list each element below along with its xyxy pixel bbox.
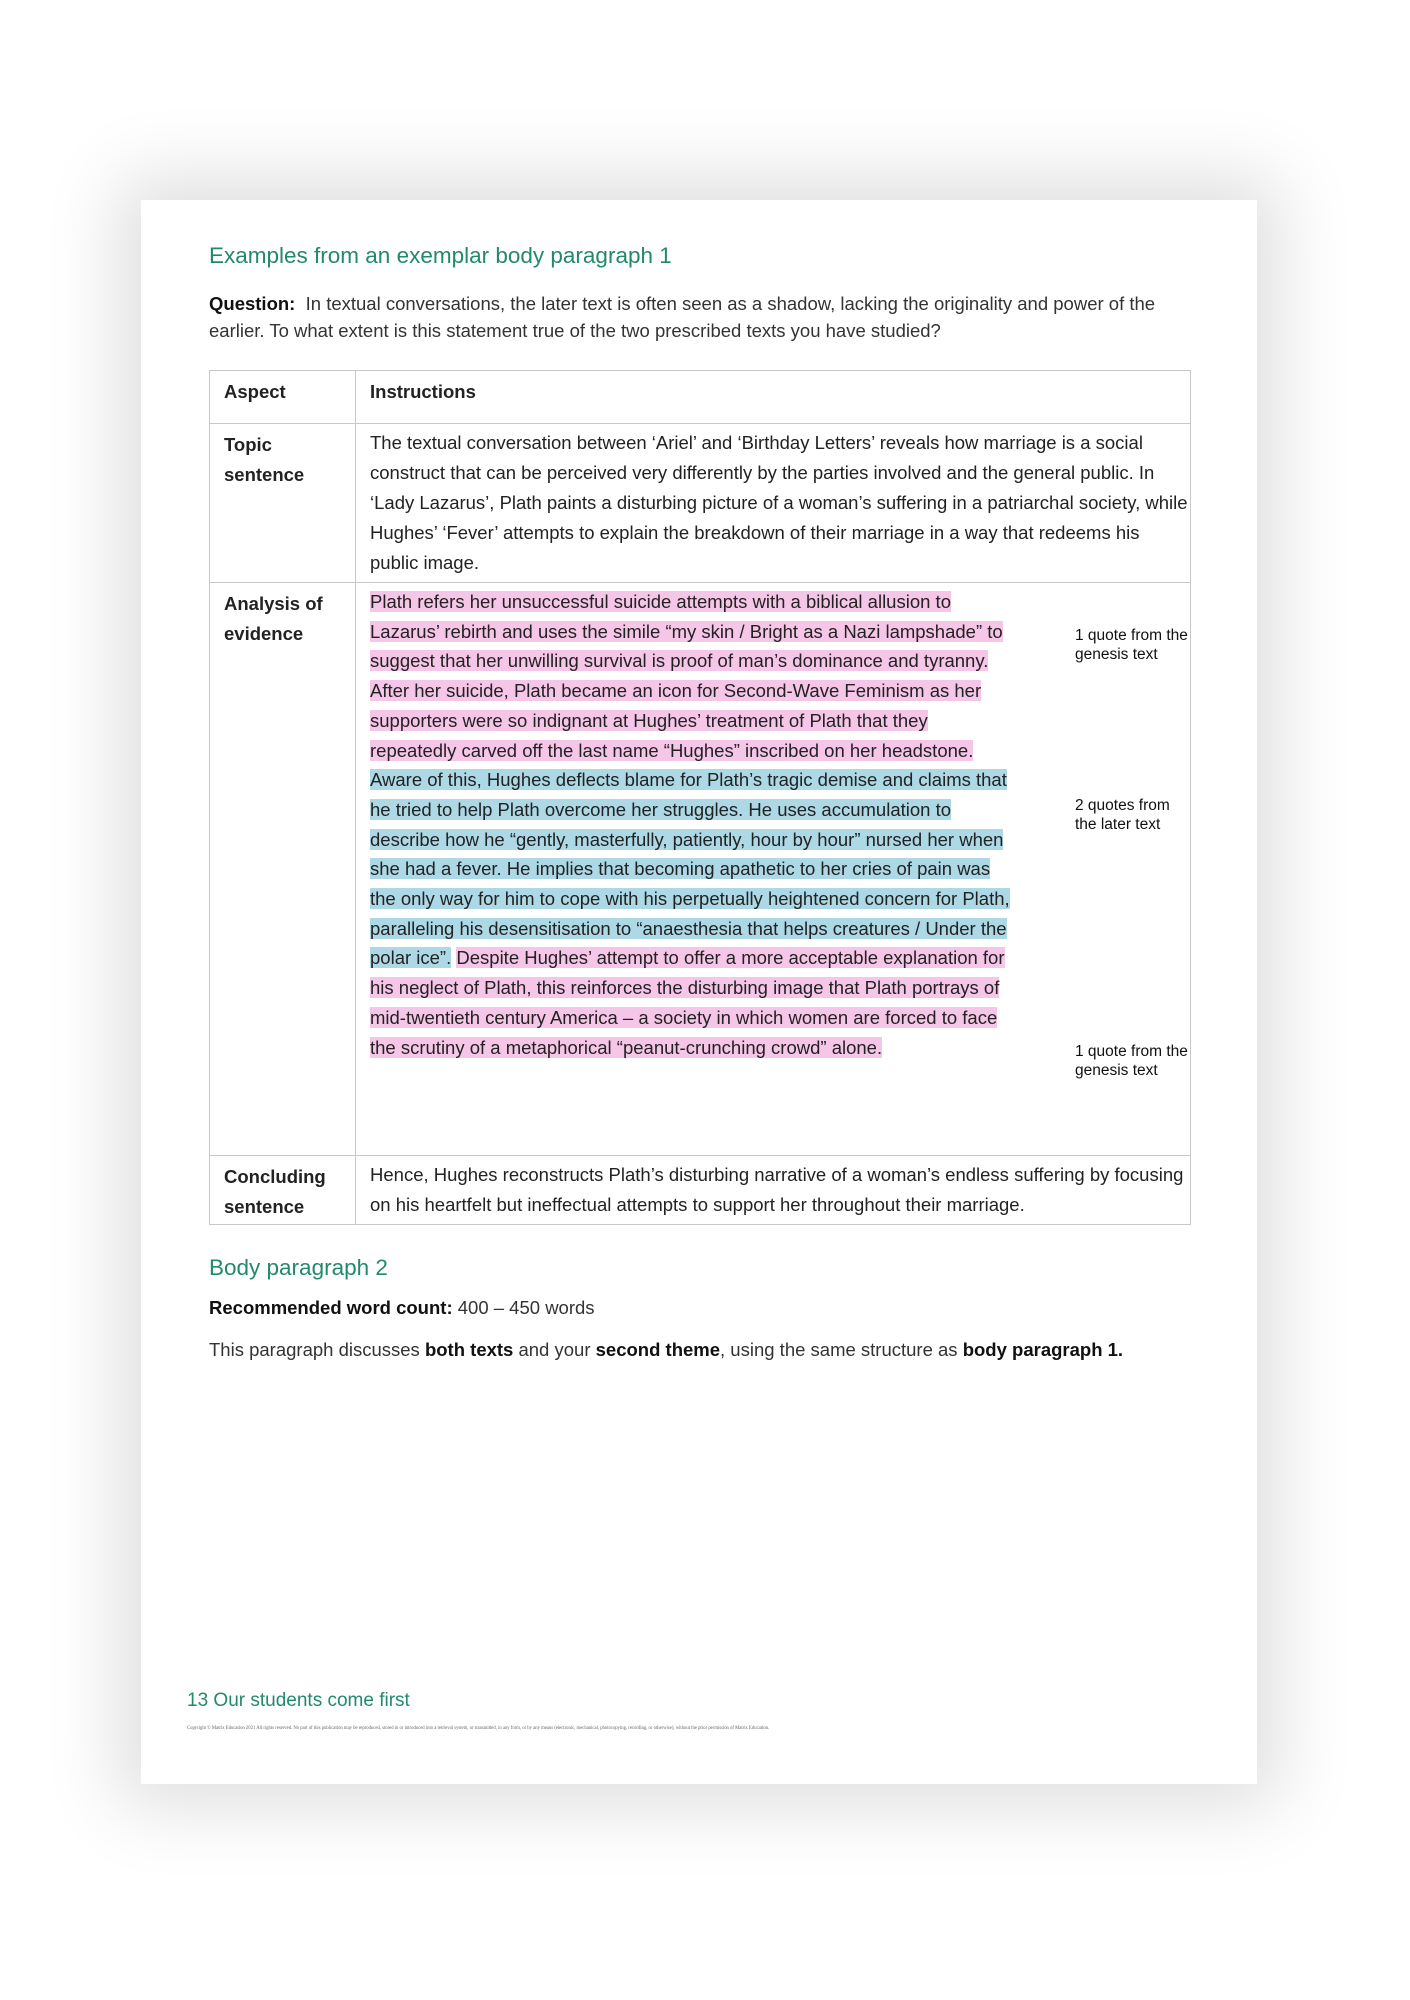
document-page	[141, 200, 1257, 1784]
header-instructions: Instructions	[356, 371, 1191, 424]
question-body: In textual conversations, the later text is often seen as a shadow, lacking the originality and power of the earlier. To what extent is this statement true of the two prescribed texts you have studied?	[209, 293, 1156, 341]
discuss-bold-body-paragraph: body paragraph 1.	[962, 1339, 1124, 1360]
table-row-analysis	[210, 583, 1191, 1156]
recommended-word-count	[209, 1297, 595, 1319]
question-label: Question:	[209, 293, 296, 314]
copyright-notice: Copyright © Matrix Education 2021 All rights reserved. No part of this publication may be reproduced, stored in or introduced into a retrieval system, or transmitted, in any form, or by any means (electronic, mechanical, photocopying, recording, or otherwise), without the prior permission of Matrix Education.	[187, 1726, 770, 1731]
instructions-analysis	[356, 583, 1191, 1156]
section-heading-body-paragraph-2: Body paragraph 2	[209, 1255, 388, 1280]
annotation-quote-genesis-1: 1 quote from the genesis text	[1075, 627, 1188, 663]
analysis-paragraph	[370, 587, 1010, 1062]
highlight-later-text: Aware of this, Hughes deflects blame for Plath’s tragic demise and claims that he tried to help Plath overcome her struggles. He uses accumulation to describe how he “gently, masterfully, patiently, hour by hour” nursed her when she had a fever. He implies that becoming apathetic to her cries of pain was the only way for him to cope with his perpetually heightened concern for Plath, paralleling his desensitisation to “anaesthesia that helps creatures / Under the polar ice”.	[370, 769, 1010, 969]
header-aspect: Aspect	[210, 371, 356, 424]
discuss-text-1: This paragraph discusses	[209, 1339, 420, 1360]
page-number: 13	[187, 1690, 209, 1711]
table-row-topic	[210, 424, 1191, 583]
page-footer	[187, 1690, 410, 1712]
aspect-topic-label: Topic sentence	[224, 434, 305, 485]
instructions-concluding	[356, 1156, 1191, 1225]
aspect-topic-sentence	[210, 424, 356, 583]
discuss-bold-both-texts: both texts	[424, 1339, 514, 1360]
table-header-row	[210, 371, 1191, 424]
footer-tagline: Our students come first	[213, 1690, 410, 1711]
aspect-concluding-label: Concluding sentence	[224, 1166, 326, 1217]
discuss-text-2: and your	[518, 1339, 591, 1360]
instructions-topic	[356, 424, 1191, 583]
highlight-genesis-1: Plath refers her unsuccessful suicide attempts with a biblical allusion to Lazarus’ rebirth and uses the simile “my skin / Bright as a Nazi lampshade” to suggest that her unwilling survival is proof of man’s dominance and tyranny. After her suicide, Plath became an icon for Second-Wave Feminism as her supporters were so indignant at Hughes’ treatment of Plath that they repeatedly carved off the last name “Hughes” inscribed on her headstone.	[370, 591, 1003, 761]
paragraph-description	[209, 1339, 1123, 1361]
annotation-quote-genesis-2: 1 quote from the genesis text	[1075, 1043, 1188, 1079]
annotation-quotes-later: 2 quotes from the later text	[1075, 797, 1170, 833]
aspect-instructions-table	[209, 370, 1191, 1225]
wordcount-value: 400 – 450 words	[457, 1297, 595, 1318]
highlight-genesis-2: Despite Hughes’ attempt to offer a more acceptable explanation for his neglect of Plath, this reinforces the disturbing image that Plath portrays of mid-twentieth century America – a society in which women are forced to face the scrutiny of a metaphorical “peanut-crunching crowd” alone.	[370, 947, 1005, 1058]
aspect-analysis	[210, 583, 356, 1156]
wordcount-label: Recommended word count:	[209, 1297, 453, 1318]
analysis-wrap	[370, 587, 1190, 1151]
section-heading-exemplar: Examples from an exemplar body paragraph 1	[209, 243, 672, 268]
discuss-text-3: , using the same structure as	[720, 1339, 958, 1360]
concluding-sentence-text: Hence, Hughes reconstructs Plath’s disturbing narrative of a woman’s endless suffering by focusing on his heartfelt but ineffectual attempts to support her throughout their marriage.	[370, 1164, 1184, 1215]
aspect-concluding	[210, 1156, 356, 1225]
discuss-bold-second-theme: second theme	[595, 1339, 721, 1360]
aspect-analysis-label: Analysis of evidence	[224, 593, 323, 644]
question-text	[209, 290, 1209, 344]
topic-sentence-text: The textual conversation between ‘Ariel’ and ‘Birthday Letters’ reveals how marriage is a social construct that can be perceived very differently by the parties involved and the general public. In ‘Lady Lazarus’, Plath paints a disturbing picture of a woman’s suffering in a patriarchal society, while Hughes’ ‘Fever’ attempts to explain the breakdown of their marriage in a way that redeems his public image.	[370, 432, 1188, 573]
table-row-concluding	[210, 1156, 1191, 1225]
